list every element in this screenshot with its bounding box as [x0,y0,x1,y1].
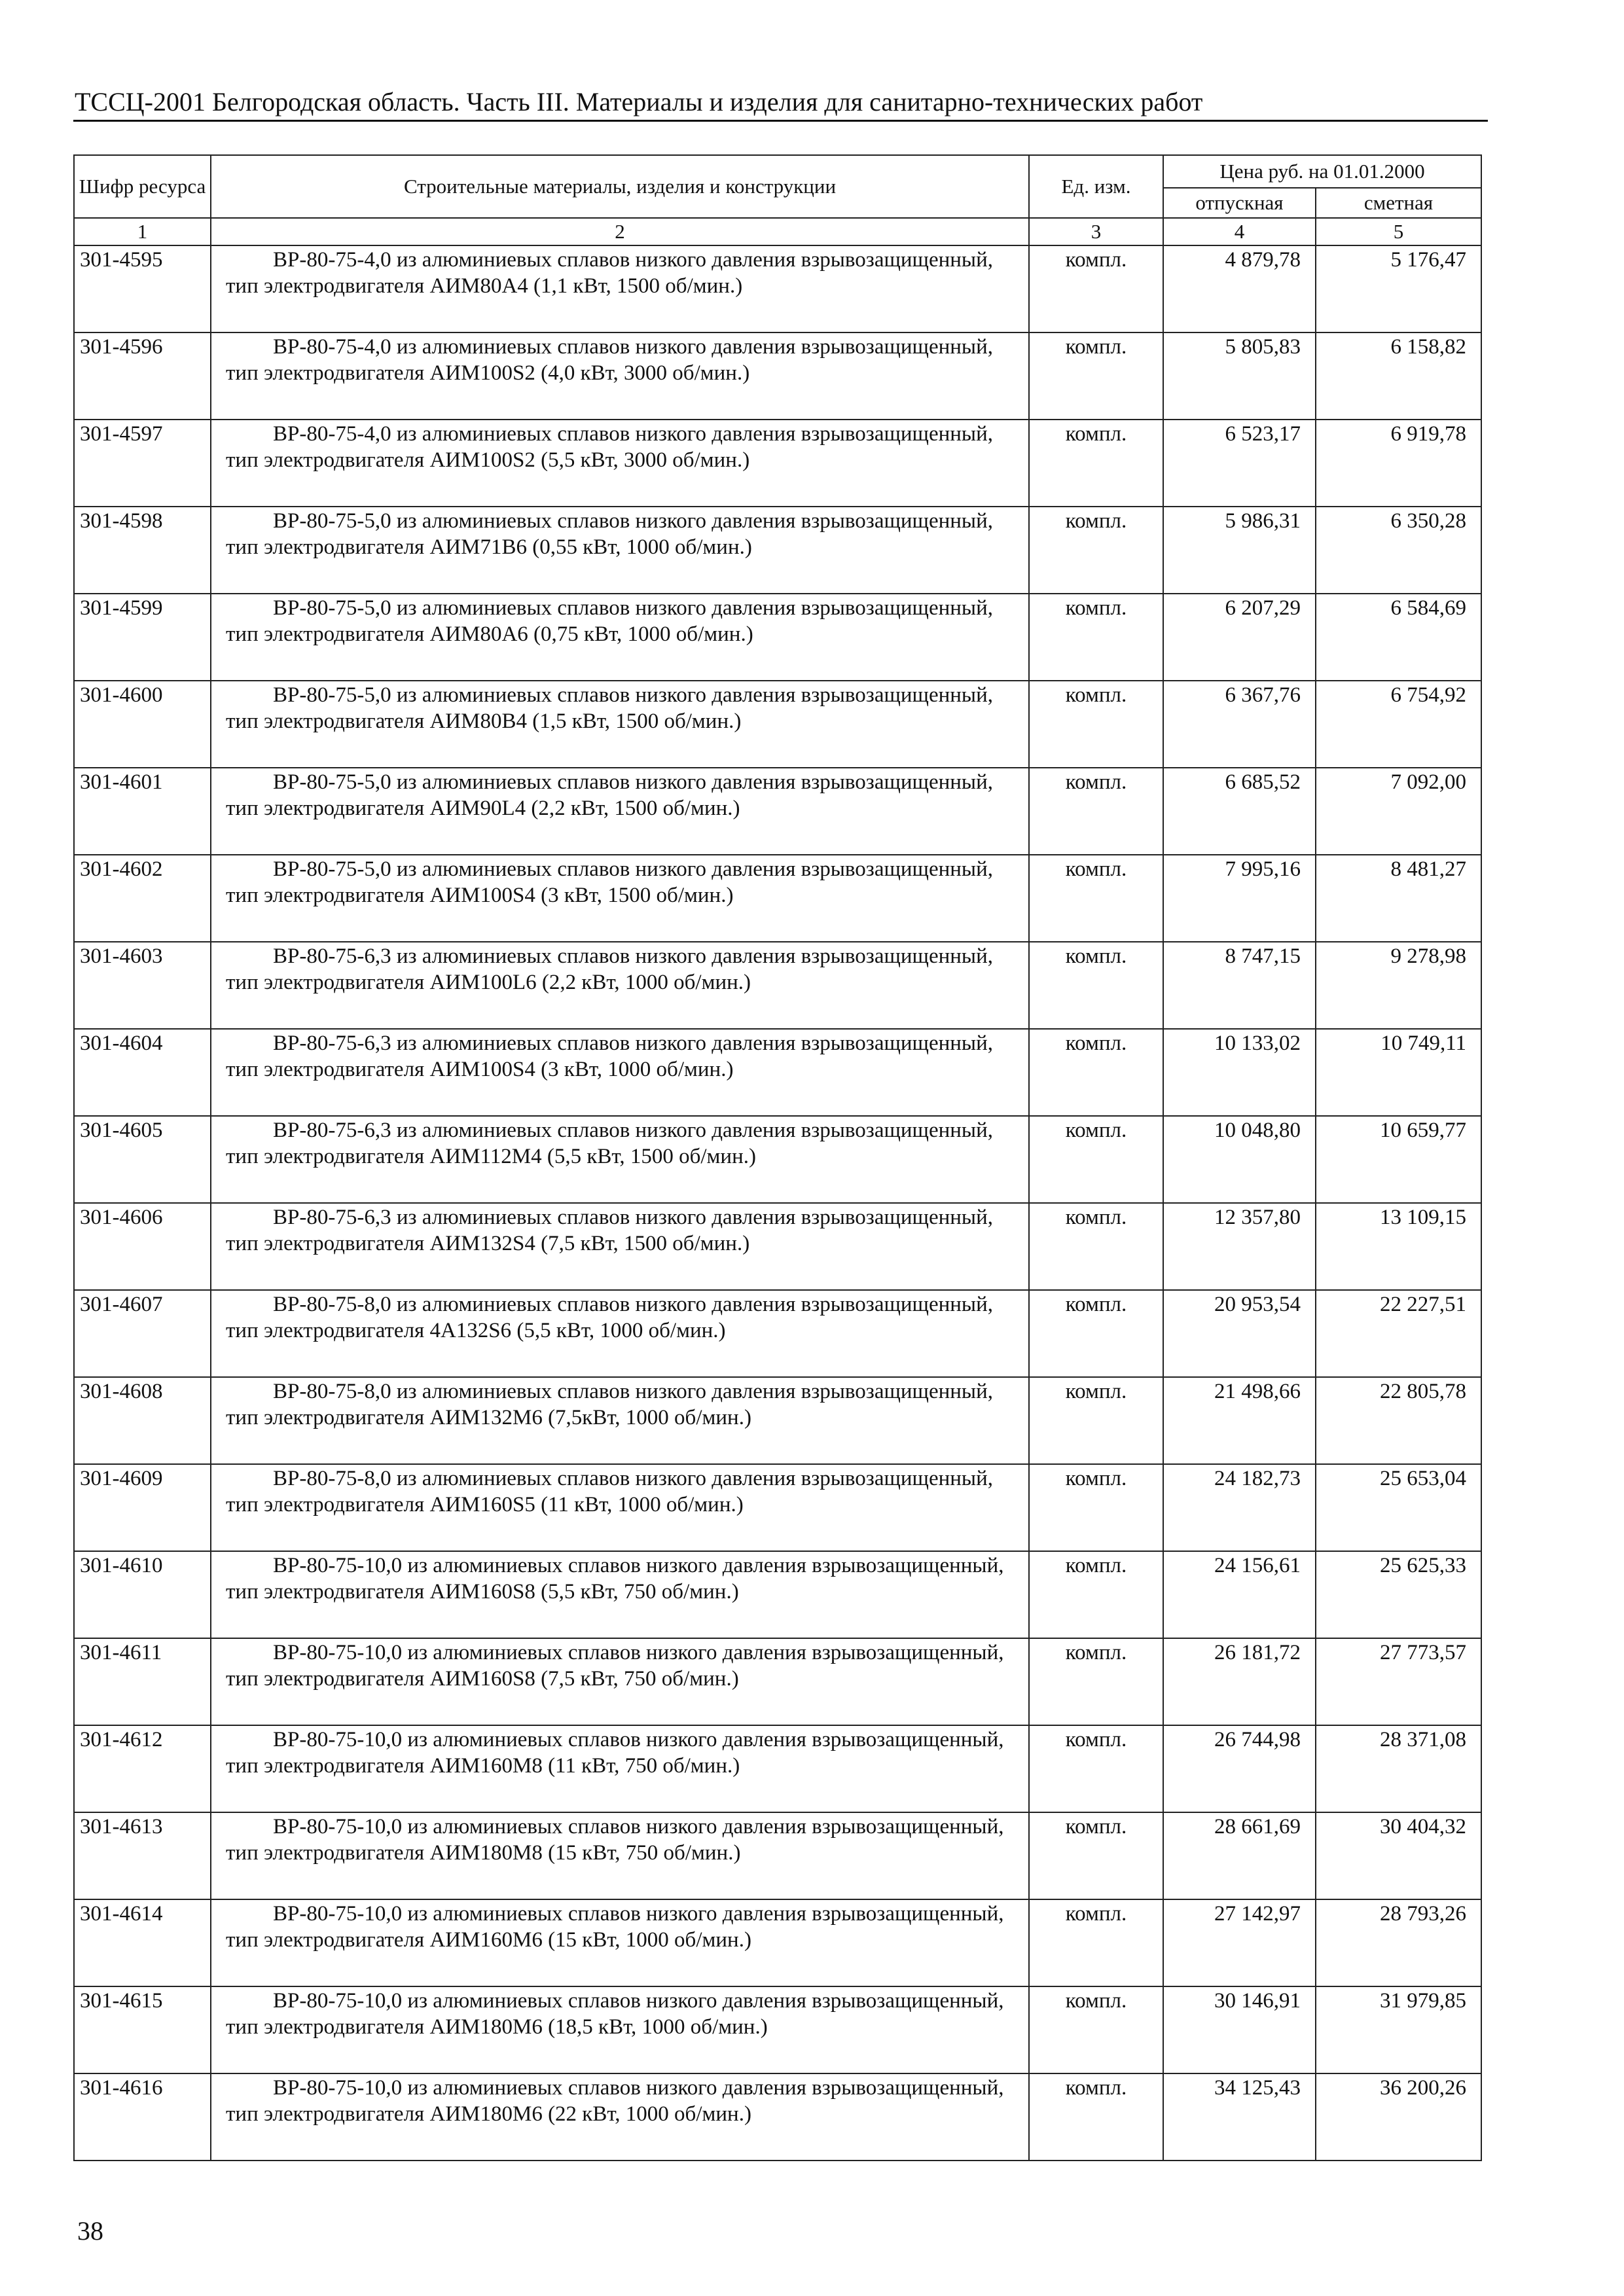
release-price: 6 523,17 [1163,420,1316,507]
table-row [74,1899,1481,1986]
estimate-price: 28 371,08 [1316,1725,1481,1812]
unit-of-measure: компл. [1029,1377,1163,1464]
unit-of-measure: компл. [1029,1029,1163,1116]
release-price: 28 661,69 [1163,1812,1316,1899]
estimate-price: 28 793,26 [1316,1899,1481,1986]
estimate-price: 25 625,33 [1316,1551,1481,1638]
material-name: ВР-80-75-10,0 из алюминиевых сплавов низкого давления взрывозащищенный, тип электродвигателя АИМ180М6 (18,5 кВт, 1000 об/мин.) [211,1986,1029,2073]
price-table [73,154,1482,2161]
unit-of-measure: компл. [1029,1638,1163,1725]
column-number: 5 [1316,218,1481,245]
release-price: 4 879,78 [1163,245,1316,332]
resource-code: 301-4598 [74,507,211,594]
column-header-unit: Ед. изм. [1029,155,1163,218]
unit-of-measure: компл. [1029,594,1163,681]
unit-of-measure: компл. [1029,768,1163,855]
table-row [74,1638,1481,1725]
release-price: 12 357,80 [1163,1203,1316,1290]
resource-code: 301-4595 [74,245,211,332]
material-name: ВР-80-75-10,0 из алюминиевых сплавов низкого давления взрывозащищенный, тип электродвигателя АИМ160S8 (7,5 кВт, 750 об/мин.) [211,1638,1029,1725]
material-name: ВР-80-75-8,0 из алюминиевых сплавов низкого давления взрывозащищенный, тип электродвигателя АИМ132М6 (7,5кВт, 1000 об/мин.) [211,1377,1029,1464]
estimate-price: 10 749,11 [1316,1029,1481,1116]
material-name: ВР-80-75-6,3 из алюминиевых сплавов низкого давления взрывозащищенный, тип электродвигателя АИМ100L6 (2,2 кВт, 1000 об/мин.) [211,942,1029,1029]
estimate-price: 36 200,26 [1316,2073,1481,2161]
table-row [74,855,1481,942]
unit-of-measure: компл. [1029,1290,1163,1377]
release-price: 20 953,54 [1163,1290,1316,1377]
material-name: ВР-80-75-5,0 из алюминиевых сплавов низкого давления взрывозащищенный, тип электродвигателя АИМ71В6 (0,55 кВт, 1000 об/мин.) [211,507,1029,594]
resource-code: 301-4611 [74,1638,211,1725]
column-header-estimate-price: сметная [1316,188,1481,218]
material-name: ВР-80-75-4,0 из алюминиевых сплавов низкого давления взрывозащищенный, тип электродвигателя АИМ80А4 (1,1 кВт, 1500 об/мин.) [211,245,1029,332]
unit-of-measure: компл. [1029,855,1163,942]
estimate-price: 22 805,78 [1316,1377,1481,1464]
table-row [74,681,1481,768]
estimate-price: 25 653,04 [1316,1464,1481,1551]
estimate-price: 6 158,82 [1316,332,1481,420]
table-row [74,1551,1481,1638]
material-name: ВР-80-75-10,0 из алюминиевых сплавов низкого давления взрывозащищенный, тип электродвигателя АИМ180М8 (15 кВт, 750 об/мин.) [211,1812,1029,1899]
estimate-price: 22 227,51 [1316,1290,1481,1377]
material-name: ВР-80-75-5,0 из алюминиевых сплавов низкого давления взрывозащищенный, тип электродвигателя АИМ80А6 (0,75 кВт, 1000 об/мин.) [211,594,1029,681]
release-price: 6 207,29 [1163,594,1316,681]
estimate-price: 6 350,28 [1316,507,1481,594]
resource-code: 301-4609 [74,1464,211,1551]
resource-code: 301-4610 [74,1551,211,1638]
resource-code: 301-4606 [74,1203,211,1290]
table-row [74,1725,1481,1812]
material-name: ВР-80-75-4,0 из алюминиевых сплавов низкого давления взрывозащищенный, тип электродвигателя АИМ100S2 (5,5 кВт, 3000 об/мин.) [211,420,1029,507]
release-price: 6 685,52 [1163,768,1316,855]
release-price: 10 048,80 [1163,1116,1316,1203]
estimate-price: 13 109,15 [1316,1203,1481,1290]
release-price: 5 805,83 [1163,332,1316,420]
table-row [74,1029,1481,1116]
table-body [74,245,1481,2161]
table-row [74,1290,1481,1377]
estimate-price: 27 773,57 [1316,1638,1481,1725]
table-row [74,768,1481,855]
unit-of-measure: компл. [1029,1986,1163,2073]
estimate-price: 7 092,00 [1316,768,1481,855]
column-number: 2 [211,218,1029,245]
material-name: ВР-80-75-5,0 из алюминиевых сплавов низкого давления взрывозащищенный, тип электродвигателя АИМ80В4 (1,5 кВт, 1500 об/мин.) [211,681,1029,768]
release-price: 21 498,66 [1163,1377,1316,1464]
release-price: 27 142,97 [1163,1899,1316,1986]
release-price: 34 125,43 [1163,2073,1316,2161]
unit-of-measure: компл. [1029,1203,1163,1290]
material-name: ВР-80-75-6,3 из алюминиевых сплавов низкого давления взрывозащищенный, тип электродвигателя АИМ132S4 (7,5 кВт, 1500 об/мин.) [211,1203,1029,1290]
table-row [74,594,1481,681]
header-rule [73,120,1488,122]
estimate-price: 6 754,92 [1316,681,1481,768]
resource-code: 301-4607 [74,1290,211,1377]
page-number: 38 [77,2216,103,2246]
material-name: ВР-80-75-6,3 из алюминиевых сплавов низкого давления взрывозащищенный, тип электродвигателя АИМ100S4 (3 кВт, 1000 об/мин.) [211,1029,1029,1116]
table-row [74,1203,1481,1290]
resource-code: 301-4604 [74,1029,211,1116]
column-number: 3 [1029,218,1163,245]
resource-code: 301-4605 [74,1116,211,1203]
unit-of-measure: компл. [1029,1899,1163,1986]
document-header-title: ТССЦ-2001 Белгородская область. Часть III. Материалы и изделия для санитарно-технических работ [75,87,1203,117]
unit-of-measure: компл. [1029,2073,1163,2161]
resource-code: 301-4615 [74,1986,211,2073]
unit-of-measure: компл. [1029,1812,1163,1899]
release-price: 26 181,72 [1163,1638,1316,1725]
table-row [74,1464,1481,1551]
resource-code: 301-4599 [74,594,211,681]
estimate-price: 31 979,85 [1316,1986,1481,2073]
release-price: 24 156,61 [1163,1551,1316,1638]
resource-code: 301-4600 [74,681,211,768]
table-row [74,245,1481,332]
table-row [74,1116,1481,1203]
estimate-price: 8 481,27 [1316,855,1481,942]
release-price: 5 986,31 [1163,507,1316,594]
column-header-price: Цена руб. на 01.01.2000 [1163,155,1481,188]
resource-code: 301-4612 [74,1725,211,1812]
column-number: 4 [1163,218,1316,245]
column-header-release-price: отпускная [1163,188,1316,218]
column-number: 1 [74,218,211,245]
material-name: ВР-80-75-5,0 из алюминиевых сплавов низкого давления взрывозащищенный, тип электродвигателя АИМ100S4 (3 кВт, 1500 об/мин.) [211,855,1029,942]
material-name: ВР-80-75-10,0 из алюминиевых сплавов низкого давления взрывозащищенный, тип электродвигателя АИМ160М8 (11 кВт, 750 об/мин.) [211,1725,1029,1812]
estimate-price: 6 584,69 [1316,594,1481,681]
resource-code: 301-4601 [74,768,211,855]
release-price: 10 133,02 [1163,1029,1316,1116]
resource-code: 301-4613 [74,1812,211,1899]
release-price: 26 744,98 [1163,1725,1316,1812]
estimate-price: 6 919,78 [1316,420,1481,507]
table-row [74,1986,1481,2073]
unit-of-measure: компл. [1029,1464,1163,1551]
estimate-price: 10 659,77 [1316,1116,1481,1203]
table-row [74,2073,1481,2161]
resource-code: 301-4597 [74,420,211,507]
estimate-price: 5 176,47 [1316,245,1481,332]
release-price: 6 367,76 [1163,681,1316,768]
unit-of-measure: компл. [1029,332,1163,420]
table-row [74,1377,1481,1464]
unit-of-measure: компл. [1029,245,1163,332]
table-row [74,507,1481,594]
column-header-name: Строительные материалы, изделия и конструкции [211,155,1029,218]
column-header-code: Шифр ресурса [74,155,211,218]
table-row [74,942,1481,1029]
table-row [74,1812,1481,1899]
table-row [74,332,1481,420]
material-name: ВР-80-75-10,0 из алюминиевых сплавов низкого давления взрывозащищенный, тип электродвигателя АИМ160S8 (5,5 кВт, 750 об/мин.) [211,1551,1029,1638]
resource-code: 301-4603 [74,942,211,1029]
resource-code: 301-4602 [74,855,211,942]
material-name: ВР-80-75-8,0 из алюминиевых сплавов низкого давления взрывозащищенный, тип электродвигателя 4А132S6 (5,5 кВт, 1000 об/мин.) [211,1290,1029,1377]
estimate-price: 30 404,32 [1316,1812,1481,1899]
unit-of-measure: компл. [1029,681,1163,768]
material-name: ВР-80-75-5,0 из алюминиевых сплавов низкого давления взрывозащищенный, тип электродвигателя АИМ90L4 (2,2 кВт, 1500 об/мин.) [211,768,1029,855]
material-name: ВР-80-75-4,0 из алюминиевых сплавов низкого давления взрывозащищенный, тип электродвигателя АИМ100S2 (4,0 кВт, 3000 об/мин.) [211,332,1029,420]
release-price: 8 747,15 [1163,942,1316,1029]
release-price: 30 146,91 [1163,1986,1316,2073]
release-price: 24 182,73 [1163,1464,1316,1551]
unit-of-measure: компл. [1029,1551,1163,1638]
resource-code: 301-4614 [74,1899,211,1986]
estimate-price: 9 278,98 [1316,942,1481,1029]
resource-code: 301-4596 [74,332,211,420]
unit-of-measure: компл. [1029,507,1163,594]
resource-code: 301-4616 [74,2073,211,2161]
unit-of-measure: компл. [1029,420,1163,507]
release-price: 7 995,16 [1163,855,1316,942]
material-name: ВР-80-75-8,0 из алюминиевых сплавов низкого давления взрывозащищенный, тип электродвигателя АИМ160S5 (11 кВт, 1000 об/мин.) [211,1464,1029,1551]
material-name: ВР-80-75-10,0 из алюминиевых сплавов низкого давления взрывозащищенный, тип электродвигателя АИМ160М6 (15 кВт, 1000 об/мин.) [211,1899,1029,1986]
unit-of-measure: компл. [1029,942,1163,1029]
material-name: ВР-80-75-6,3 из алюминиевых сплавов низкого давления взрывозащищенный, тип электродвигателя АИМ112М4 (5,5 кВт, 1500 об/мин.) [211,1116,1029,1203]
unit-of-measure: компл. [1029,1725,1163,1812]
material-name: ВР-80-75-10,0 из алюминиевых сплавов низкого давления взрывозащищенный, тип электродвигателя АИМ180М6 (22 кВт, 1000 об/мин.) [211,2073,1029,2161]
table-row [74,420,1481,507]
resource-code: 301-4608 [74,1377,211,1464]
unit-of-measure: компл. [1029,1116,1163,1203]
